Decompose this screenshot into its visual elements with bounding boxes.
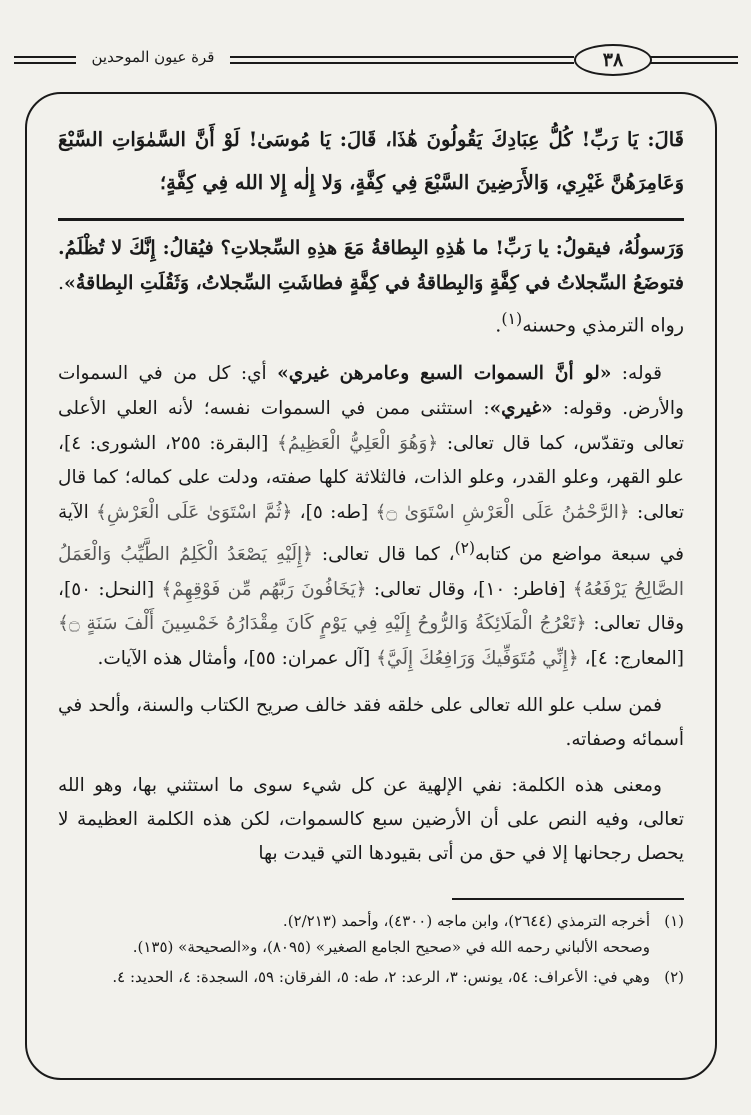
- main-text: [58, 118, 684, 871]
- hadith-opening: قَالَ: يَا رَبِّ! كُلُّ عِبَادِكَ يَقُولُونَ هَٰذَا، قَالَ: يَا مُوسَىٰ! لَوْ أَنَّ السَّمٰوَاتِ السَّبْعَ وَعَامِرَهُنَّ غَيْرِي، وَالأَرَضِينَ السَّبْعَ فِي كِفَّةٍ، وَلا إِلٰه إِلا الله فِي كِفَّةٍ؛: [58, 128, 684, 194]
- paragraph-3: ومعنى هذه الكلمة: نفي الإلهية عن كل شيء سوى ما استثني بها، وهو الله تعالى، وفيه النص على أن الأرضين سبع كالسموات، لكن هذه الكلمة العظيمة لا يحصل رجحانها إلا في حق من أتى بقيودها التي قيدت بها: [58, 774, 684, 864]
- footnote-text: أخرجه الترمذي (٢٦٤٤)، وابن ماجه (٤٣٠٠)، وأحمد (٢/٢١٣).: [282, 912, 650, 930]
- quran-verse: ﴿ثُمَّ اسْتَوَىٰ عَلَى الْعَرْشِ﴾: [96, 502, 293, 524]
- hadith-continuation: وَرَسولُهُ، فيقولُ: يا رَبِّ! ما هَٰذِهِ البِطاقةُ مَعَ هذِهِ السِّجلاتِ؟ فيُقالُ: إِنَّكَ لا تُظْلَمُ. فتوضَعُ السِّجلاتُ في كِفَّةٍ وَالبِطاقةُ في كِفَّةٍ فطاشَتِ السِّجلاتُ، وَثَقُلَتِ البِطاقةُ». رواه الترمذي وحسنه$^{(١)}$.: [58, 237, 684, 337]
- hadith-bold-text: وَرَسولُهُ، فيقولُ: يا رَبِّ! ما هَٰذِهِ البِطاقةُ مَعَ هذِهِ السِّجلاتِ؟ فيُقالُ: إِنَّكَ لا تُظْلَمُ. فتوضَعُ السِّجلاتُ في كِفَّةٍ وَالبِطاقةُ في كِفَّةٍ فطاشَتِ السِّجلاتُ، وَثَقُلَتِ البِطاقةُ»: [58, 237, 684, 294]
- commentary-text: [النحل: ٥٠]، وقال تعالى:: [58, 578, 685, 635]
- commentary-text: قوله:: [611, 363, 662, 385]
- quoted-phrase: «لو أنَّ السموات السبع وعامرهن غيري»: [277, 363, 612, 385]
- commentary-text: [فاطر: ١٠]، وقال تعالى:: [366, 578, 573, 600]
- footnote-number: (٢): [664, 968, 684, 986]
- quran-verse: ﴿تَعْرُجُ الْمَلَائِكَةُ وَالرُّوحُ إِلَيْهِ فِي يَوْمٍ كَانَ مِقْدَارُهُ خَمْسِينَ أَلْفَ سَنَةٍ ۝﴾: [58, 613, 587, 635]
- footnote-number: (١): [664, 912, 684, 930]
- footnote-text-continued: وصححه الألباني رحمه الله في «صحيح الجامع الصغير» (٨٠٩٥)، و«الصحيحة» (١٣٥).: [132, 938, 650, 956]
- footnote-text: وهي في: الأعراف: ٥٤، يونس: ٣، الرعد: ٢، طه: ٥، الفرقان: ٥٩، السجدة: ٤، الحديد: ٤.: [112, 968, 650, 986]
- commentary-text: [المعارج: ٤]،: [578, 648, 684, 670]
- footnote-rule: [452, 898, 684, 900]
- commentary-paragraph: [58, 357, 684, 676]
- quran-verse: ﴿إِلَيْهِ يَصْعَدُ الْكَلِمُ الطَّيِّبُ وَالْعَمَلُ الصَّالِحُ يَرْفَعُهُ﴾: [58, 544, 684, 600]
- quran-verse: ﴿وَهُوَ الْعَلِيُّ الْعَظِيمُ﴾: [277, 432, 439, 454]
- footnote-1: [58, 908, 684, 960]
- commentary-text: [آل عمران: ٥٥]، وأمثال هذه الآيات.: [97, 648, 377, 670]
- quoted-phrase: «غيري»: [489, 398, 553, 420]
- commentary-text: الآية في سبعة مواضع من كتابه: [58, 502, 684, 565]
- footnote-ref-2[interactable]: (٢): [454, 538, 475, 557]
- running-title: قرة عيون الموحدين: [91, 48, 215, 66]
- commentary-text: ، كما قال تعالى:: [313, 544, 455, 565]
- commentary-text: [طه: ٥]،: [292, 502, 376, 524]
- commentary-text: أي: كل من في السموات والأرض. وقوله:: [58, 363, 684, 420]
- separator-rule: [58, 218, 684, 221]
- quran-verse: ﴿الرَّحْمَٰنُ عَلَى الْعَرْشِ اسْتَوَىٰ ۝﴾: [375, 502, 630, 524]
- commentary-text: [البقرة: ٢٥٥، الشورى: ٤]، علو القهر، وعلو القدر، وعلو الذات، فالثلاثة كلها صفته، ودلت على كماله؛ كما قال تعالى:: [58, 432, 684, 524]
- quran-verse: ﴿يَخَافُونَ رَبَّهُم مِّن فَوْقِهِمْ﴾: [161, 578, 367, 600]
- footnote-2: [58, 964, 684, 990]
- footnote-ref-1[interactable]: (١): [501, 309, 523, 328]
- page-number: ٣٨: [574, 44, 652, 76]
- quran-verse: ﴿إِنِّي مُتَوَفِّيكَ وَرَافِعُكَ إِلَيَّ﴾: [376, 648, 579, 670]
- footnotes: [58, 908, 684, 994]
- commentary-text: : استثنى ممن في السموات نفسه؛ لأنه العلي الأعلى تعالى وتقدّس، كما قال تعالى:: [58, 398, 684, 454]
- paragraph-2: فمن سلب علو الله تعالى على خلقه فقد خالف صريح الكتاب والسنة، وألحد في أسمائه وصفاته.: [58, 694, 684, 750]
- hadith-source: . رواه الترمذي وحسنه: [58, 272, 684, 337]
- page-header: [0, 38, 751, 88]
